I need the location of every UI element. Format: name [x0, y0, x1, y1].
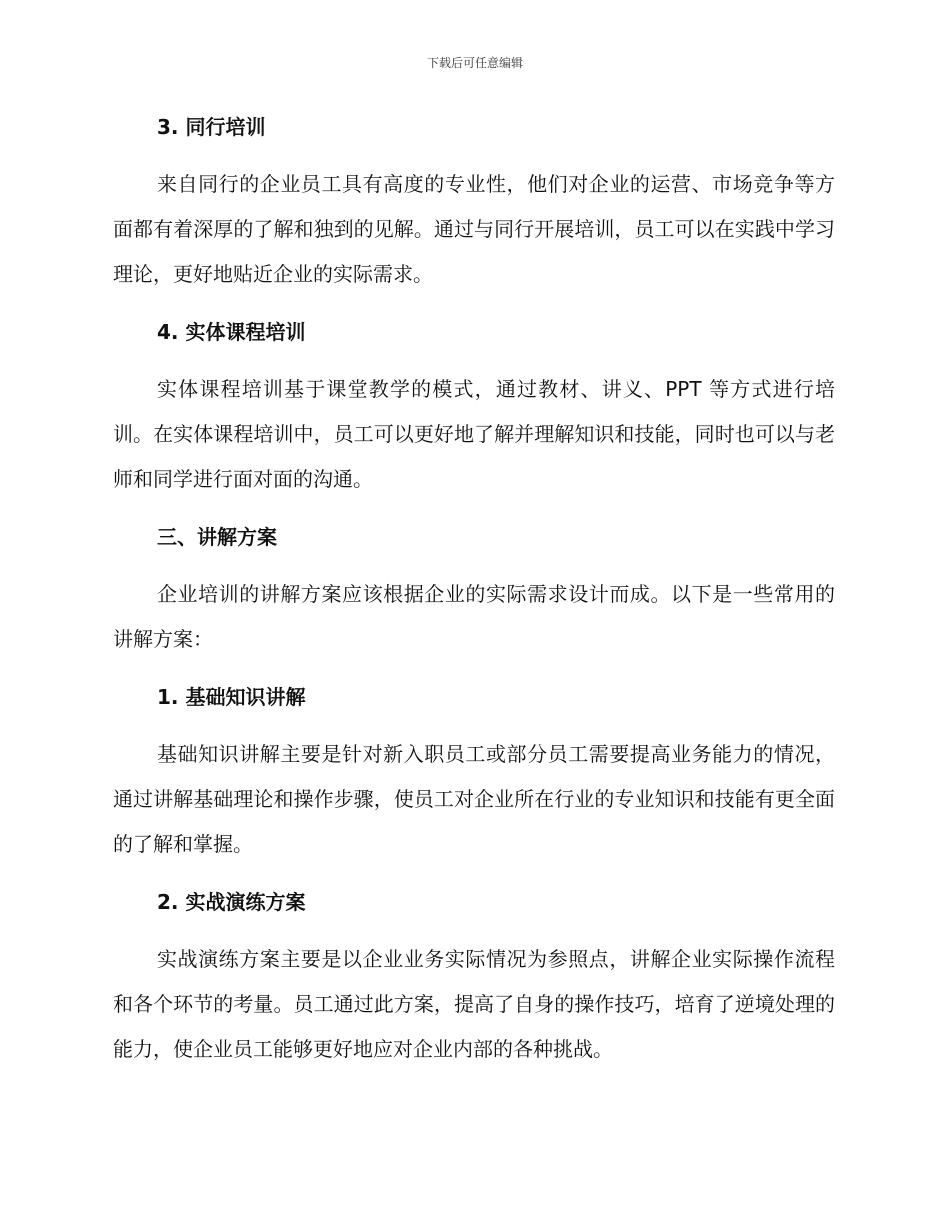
text-line: 实体课程培训基于课堂教学的模式，通过教材、讲义、PPT 等方式进行: [157, 377, 815, 401]
text-line: 逆境处理的能力，使企业员工能够更好地应对企业内部的各种挑战。: [113, 992, 836, 1061]
text-line: 来自同行的企业员工具有高度的专业性，他们对企业的运营、市场竞争: [157, 172, 795, 196]
text-line: 能有更全面的了解和掌握。: [113, 787, 836, 856]
section-heading-explanation-plan: 三、讲解方案: [157, 525, 277, 549]
section-heading-practical-drill: 2. 实战演练方案: [157, 890, 306, 914]
text-line: 实战演练方案主要是以企业业务实际情况为参照点，讲解企业实际操作: [157, 947, 795, 971]
section-heading-basic-knowledge: 1. 基础知识讲解: [157, 685, 306, 709]
text-line: 培训。在实体课程培训中，员工可以更好地了解并理解知识和技能，同时也: [113, 377, 835, 446]
document-body: [113, 104, 835, 1072]
text-line: 流程和各个环节的考量。员工通过此方案，提高了自身的操作技巧，培育了: [113, 947, 835, 1016]
section-heading-course-training: 4. 实体课程培训: [157, 320, 306, 344]
paragraph-explanation-plan: [113, 572, 835, 662]
text-line: 况，通过讲解基础理论和操作步骤，使员工对企业所在行业的专业知识和技: [113, 742, 835, 811]
paragraph-course-training: [113, 367, 835, 502]
text-line: 等方面都有着深厚的了解和独到的见解。通过与同行开展培训，员工可以在: [113, 172, 835, 241]
text-line: 基础知识讲解主要是针对新入职员工或部分员工需要提高业务能力的情: [157, 742, 795, 766]
paragraph-basic-knowledge: [113, 732, 835, 867]
text-line: 实践中学习理论，更好地贴近企业的实际需求。: [113, 217, 836, 286]
text-line: 用的讲解方案：: [113, 582, 835, 651]
text-line: 可以与老师和同学进行面对面的沟通。: [113, 422, 835, 491]
paragraph-practical-drill: [113, 937, 835, 1072]
paragraph-peer-training: [113, 162, 835, 297]
page-header: 下载后可任意编辑: [426, 56, 523, 70]
section-heading-peer-training: 3. 同行培训: [157, 115, 266, 139]
text-line: 企业培训的讲解方案应该根据企业的实际需求设计而成。以下是一些常: [157, 582, 795, 606]
